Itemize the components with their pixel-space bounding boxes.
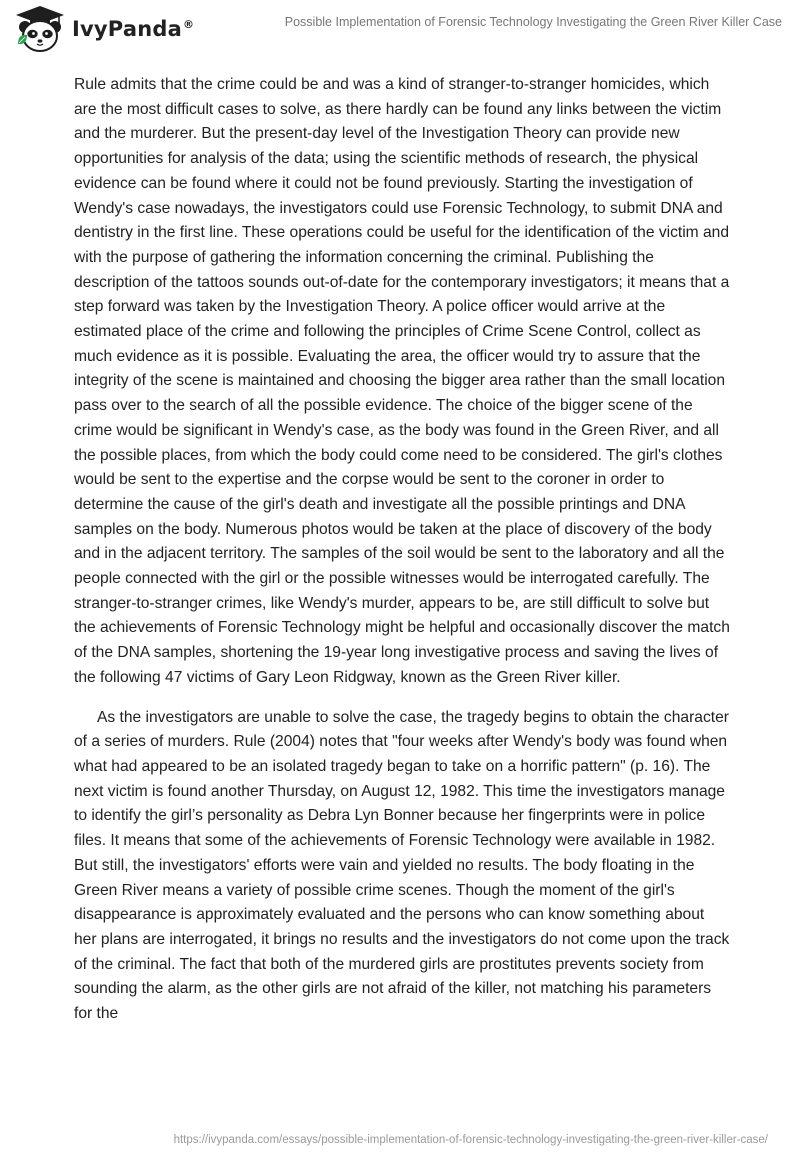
paragraph-2: As the investigators are unable to solve the case, the tragedy begins to obtain the character of a series of murders. Rule (2004) notes that "four weeks after Wendy's body was found when what had appeared to be an isolated tragedy began to take on a horrific pattern" (p. 16). The next victim is found another Thursday, on August 12, 1982. This time the investigators manage to identify the girl’s personality as Debra Lyn Bonner because her fingerprints were in police files. It means that some of the achievements of Forensic Technology were available in 1982. But still, the investigators' efforts were vain and yielded no results. The body floating in the Green River means a variety of possible crime scenes. Though the moment of the girl's disappearance is approximately evaluated and the persons who can know something about her plans are interrogated, it brings no results and the investigators do not come upon the track of the criminal. The fact that both of the murdered girls are prostitutes prevents society from sounding the alarm, as the other girls are not afraid of the killer, not matching his parameters for the [74, 708, 730, 1023]
source-url[interactable]: https://ivypanda.com/essays/possible-implementation-of-forensic-technology-investigating-the-green-river-killer-case/ [173, 1134, 768, 1146]
essay-body [74, 73, 730, 1027]
document-title: Possible Implementation of Forensic Technology Investigating the Green River Killer Case [284, 15, 782, 29]
logo-text: IvyPanda [72, 17, 182, 41]
registered-mark: ® [182, 18, 195, 31]
panda-graduate-icon [14, 4, 66, 54]
paragraph-1: Rule admits that the crime could be and was a kind of stranger-to-stranger homicides, which are the most difficult cases to solve, as there hardly can be found any links between the victim and the murderer. But the present-day level of the Investigation Theory can provide new opportunities for analysis of the data; using the scientific methods of research, the physical evidence can be found where it could not be found previously. Starting the investigation of Wendy's case nowadays, the investigators could use Forensic Technology, to submit DNA and dentistry in the first line. These operations could be useful for the identification of the victim and with the purpose of gathering the information concerning the criminal. Publishing the description of the tattoos sounds out-of-date for the contemporary investigators; it means that a step forward was taken by the Investigation Theory. A police officer would arrive at the estimated place of the crime and following the principles of Crime Scene Control, collect as much evidence as it is possible. Evaluating the area, the officer would try to assure that the integrity of the scene is maintained and choosing the bigger area rather than the small location pass over to the search of all the possible evidence. The choice of the bigger scene of the crime would be significant in Wendy's case, as the body was found in the Green River, and all the possible places, from which the body could come need to be considered. The girl's clothes would be sent to the expertise and the corpse would be sent to the coroner in order to determine the cause of the girl's death and investigate all the possible printings and DNA samples on the body. Numerous photos would be taken at the place of discovery of the body and in the adjacent territory. The samples of the soil would be sent to the laboratory and all the people connected with the girl or the possible witnesses would be interrogated carefully. The stranger-to-stranger crimes, like Wendy's murder, appears to be, are still difficult to solve but the achievements of Forensic Technology might be helpful and occasionally discover the match of the DNA samples, shortening the 19-year long investigative process and saving the lives of the following 47 victims of Gary Leon Ridgway, known as the Green River killer. [74, 76, 730, 686]
page-header [0, 0, 800, 64]
logo-wordmark [72, 17, 194, 41]
ivypanda-logo[interactable] [14, 4, 194, 54]
